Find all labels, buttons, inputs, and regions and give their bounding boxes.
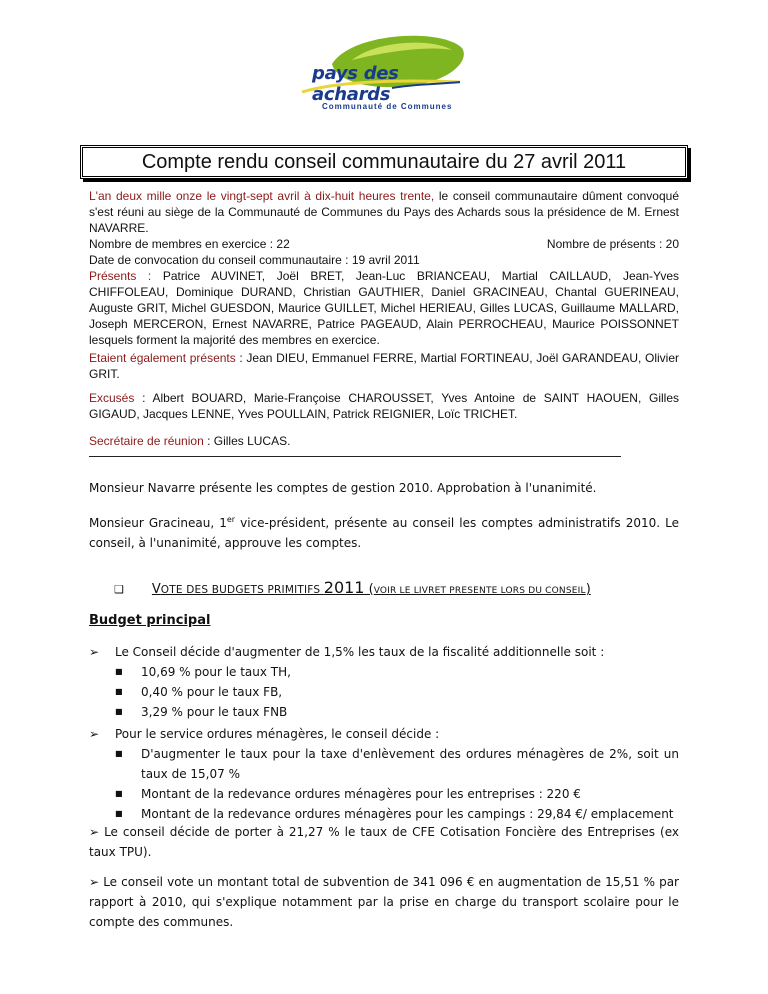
secretary-label: Secrétaire de réunion	[89, 434, 204, 448]
members-count: Nombre de membres en exercice : 22	[89, 237, 290, 251]
list-item	[89, 642, 679, 662]
intro-paragraph	[89, 188, 679, 268]
arrow-bullet-icon: ➢	[89, 727, 100, 741]
para2-sup: er	[226, 515, 236, 524]
item3-text: Le conseil décide de porter à 21,27 % le taux de CFE Cotisation Foncière des Entreprises (ex taux TPU).	[89, 825, 679, 859]
list-item	[89, 724, 679, 744]
presents-text: Patrice AUVINET, Joël BRET, Jean-Luc BRIANCEAU, Martial CAILLAUD, Jean-Yves CHIFFOLEAU, Dominique DURAND, Christian GAUTHIER, Daniel GRACINEAU, Chantal GUERINEAU, Auguste GRIT, Michel GUESDON, Maurice GUILLET, Michel HERIEAU, Gilles LUCAS, Guillaume MALLARD, Joseph MERCERON, Ernest NAVARRE, Patrice PAGEAUD, Alain PERROCHEAU, Maurice POISSONNET lesquels forment la majorité des membres en exercice.	[89, 269, 680, 347]
gestion-paragraph: Monsieur Navarre présente les comptes de gestion 2010. Approbation à l'unanimité.	[89, 481, 597, 495]
list-item	[115, 804, 679, 824]
list-item	[115, 744, 679, 784]
convocation-date: Date de convocation du conseil communautaire : 19 avril 2011	[89, 253, 420, 267]
item1-sub: 10,69 % pour le taux TH,	[141, 665, 291, 679]
vote-caps: OTE DES BUDGETS PRIMITIFS	[160, 584, 324, 596]
vote-year: 2011	[323, 578, 365, 597]
item2-sublist	[115, 744, 679, 824]
title-box	[80, 145, 688, 179]
present-count: Nombre de présents : 20	[546, 237, 679, 251]
item2-sub: Montant de la redevance ordures ménagères pour les entreprises : 220 €	[141, 787, 581, 801]
vote-note: VOIR LE LIVRET PRESENTE LORS DU CONSEIL	[373, 586, 586, 596]
item1-block	[89, 642, 679, 722]
square-bullet-icon: ■	[115, 707, 123, 716]
vote-paren-open: (	[364, 582, 374, 597]
excuses-paragraph	[89, 390, 679, 422]
logo-wordmark: pays des achards	[312, 63, 399, 105]
item3-block	[89, 822, 679, 862]
vote-paren-close: )	[585, 582, 591, 597]
item2-sub: Montant de la redevance ordures ménagères pour les campings : 29,84 €/ emplacement	[141, 807, 674, 821]
list-item	[115, 784, 679, 804]
page-title: Compte rendu conseil communautaire du 27 avril 2011	[141, 150, 627, 173]
secretary-paragraph	[89, 433, 679, 449]
budget-heading: Budget principal	[89, 613, 211, 628]
item1-sub: 0,40 % pour le taux FB,	[141, 685, 283, 699]
intro-text: le conseil communautaire dûment convoqué s'est réuni au siège de la Communauté de Communes du Pays des Achards sous la présidence de M. Ernest NAVARRE.	[89, 189, 679, 235]
item1-sublist	[115, 662, 679, 722]
presents-label: Présents :	[89, 269, 152, 283]
separator-line	[89, 456, 621, 457]
square-bullet-icon: ■	[115, 809, 123, 818]
also-present-paragraph	[89, 350, 679, 382]
also-present-text: : Jean DIEU, Emmanuel FERRE, Martial FORTINEAU, Joël GARANDEAU, Olivier GRIT.	[89, 351, 679, 381]
square-bullet-icon: ■	[115, 687, 123, 696]
arrow-bullet-icon: ➢	[89, 875, 100, 889]
excuses-text: : Albert BOUARD, Marie-Françoise CHAROUSSET, Yves Antoine de SAINT HAOUEN, Gilles GIGAUD, Jacques LENNE, Yves POULLAIN, Patrick REIGNIER, Loïc TRICHET.	[89, 391, 679, 421]
arrow-bullet-icon: ➢	[89, 645, 100, 659]
item4-text: Le conseil vote un montant total de subvention de 341 096 € en augmentation de 15,51 % par rapport à 2010, qui s'explique notamment par la prise en charge du transport scolaire pour le compte des communes.	[89, 875, 679, 929]
para2-before: Monsieur Gracineau, 1	[89, 516, 227, 530]
item2-sub: D'augmenter le taux pour la taxe d'enlèvement des ordures ménagères de 2%, soit un taux de 15,07 %	[141, 747, 679, 781]
administratifs-paragraph	[89, 510, 679, 553]
vote-v: V	[151, 582, 161, 597]
vote-heading-text	[152, 578, 591, 597]
item2-block	[89, 724, 679, 824]
item2-text: Pour le service ordures ménagères, le conseil décide :	[115, 727, 440, 741]
pays-des-achards-logo	[292, 30, 472, 122]
list-item	[115, 662, 679, 682]
item1-text: Le Conseil décide d'augmenter de 1,5% les taux de la fiscalité additionnelle soit :	[115, 645, 605, 659]
also-present-label: Etaient également présents	[89, 351, 236, 365]
list-item	[115, 682, 679, 702]
square-bullet-icon: ■	[115, 667, 123, 676]
square-bullet-icon: ■	[115, 789, 123, 798]
logo-subtitle: Communauté de Communes	[322, 102, 453, 111]
para2-after: vice-président, présente au conseil les comptes administratifs 2010. Le conseil, à l'unanimité, approuve les comptes.	[89, 516, 679, 550]
item4-block	[89, 872, 679, 932]
item1-sub: 3,29 % pour le taux FNB	[141, 705, 288, 719]
presents-paragraph	[89, 268, 679, 348]
checkbox-bullet-icon: ❑	[114, 584, 124, 596]
vote-heading	[114, 578, 591, 597]
square-bullet-icon: ■	[115, 749, 123, 758]
intro-lead: L'an deux mille onze le vingt-sept avril à dix-huit heures trente,	[89, 189, 435, 203]
excuses-label: Excusés	[89, 391, 135, 405]
arrow-bullet-icon: ➢	[89, 825, 100, 839]
list-item	[115, 702, 679, 722]
secretary-text: : Gilles LUCAS.	[203, 434, 291, 448]
